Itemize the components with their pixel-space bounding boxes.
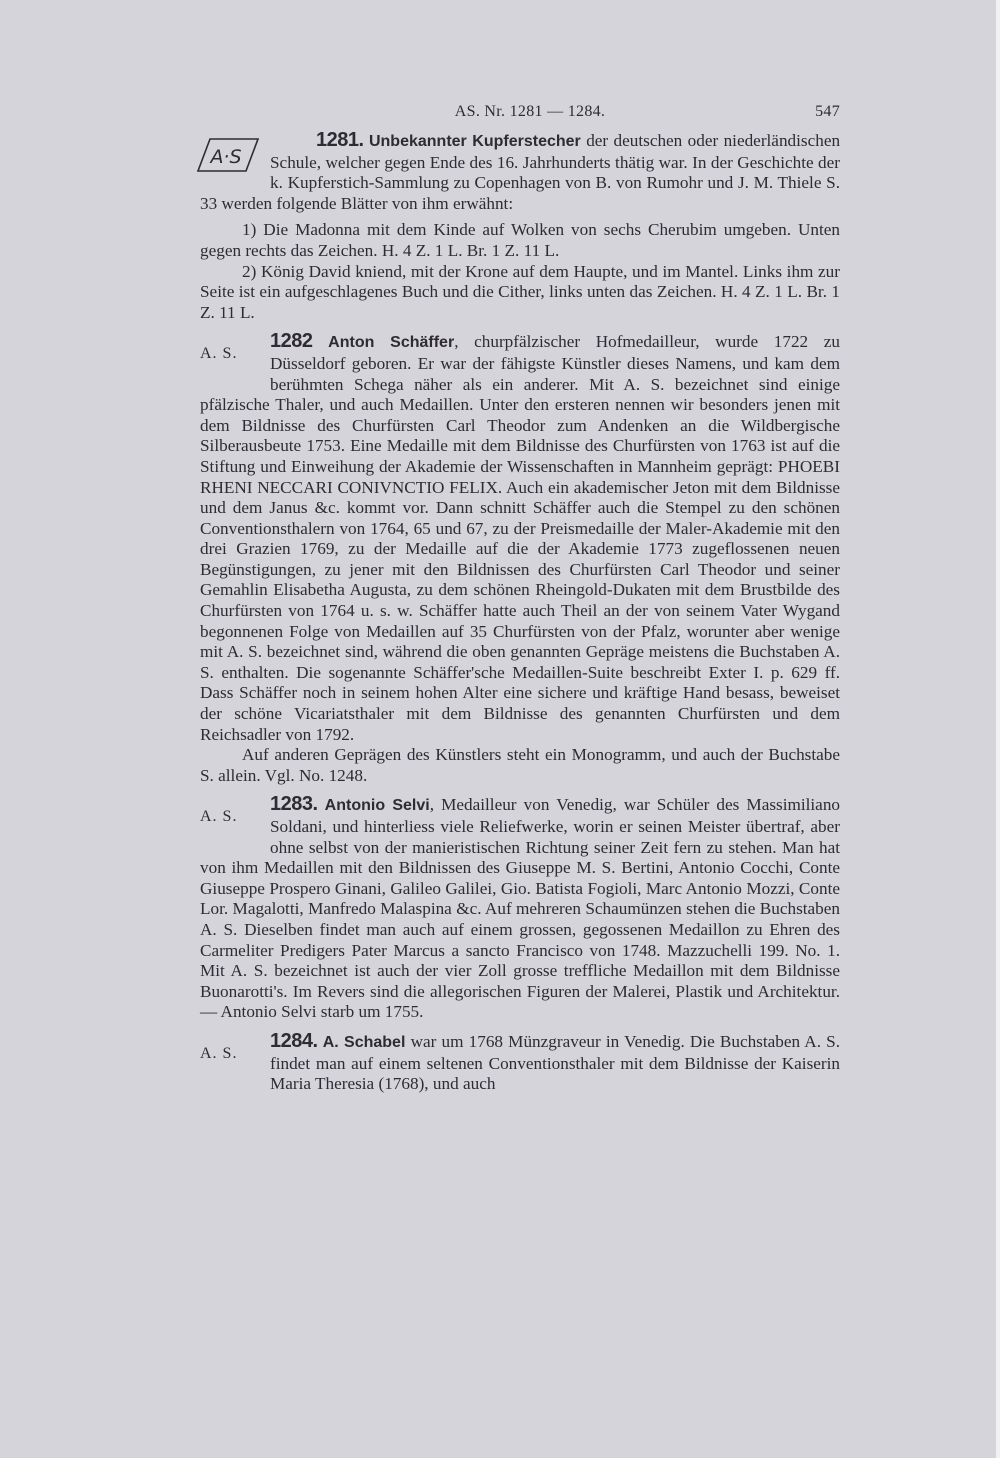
entry-name: Anton Schäffer	[328, 334, 455, 352]
page-number: 547	[815, 103, 840, 120]
entry-lead	[200, 130, 840, 214]
letter-mark: A. S.	[200, 345, 238, 363]
letter-mark: A. S.	[200, 808, 238, 826]
entry-number: 1283.	[270, 793, 318, 816]
entry-text: der deutschen oder niederländischen Schule, welcher gegen Ende des 16. Jahrhunderts thätig war. In der Geschichte der k. Kupferstich-Sammlung zu Copenhagen von B. von Rumohr und J. M. Thiele S. 33 werden folgende Blätter von ihm erwähnt:	[200, 131, 841, 213]
monogram-text: A·S	[210, 146, 242, 168]
entry-1283	[200, 794, 840, 1023]
entry-paragraph: Auf anderen Geprägen des Künstlers steht ein Monogramm, und auch der Buchstabe S. allein. Vgl. No. 1248.	[200, 745, 840, 785]
monogram-mark	[196, 131, 262, 175]
entry-1281	[200, 130, 840, 323]
entry-name: Unbekannter Kupferstecher	[368, 133, 581, 150]
entry-lead	[200, 794, 840, 1023]
entry-paragraph: 1) Die Madonna mit dem Kinde auf Wolken von sechs Cherubim umgeben. Unten gegen rechts das Zeichen. H. 4 Z. 1 L. Br. 1 Z. 11 L.	[200, 220, 840, 260]
entry-number: 1284.	[270, 1029, 318, 1052]
page-header	[200, 100, 840, 122]
entry-text: , churpfälzischer Hofmedailleur, wurde 1722 zu Düsseldorf geboren. Er war der fähigste Künstler dieses Namens, und kam dem berühmten Schega näher als ein anderer. Mit A. S. bezeichnet sind einige pfälzische Thaler, und auch Medaillen. Unter den ersteren nennen wir besonders jenen mit dem Bildnisse des Churfürsten Carl Theodor zum Andenken an die Wildbergische Silberausbeute 1753. Eine Medaille mit dem Bildnisse des Churfürsten von 1763 ist auf die Stiftung und Einweihung der Akademie der Wissenschaften in Mannheim geprägt: PHOEBI RHENI NECCARI CONIVNCTIO FELIX. Auch ein akademischer Jeton mit dem Bildnisse und dem Janus &c. kommt vor. Dann schnitt Schäffer auch die Stempel zu den schönen Conventionsthalern von 1764, 65 und 67, zu der Preismedaille der Maler-Akademie mit den drei Grazien 1769, zu der Medaille auf die der Akademie 1773 zugeflossenen neuen Begünstigungen, zu jener mit den Bildnissen des Churfürsten Carl Theodor und seiner Gemahlin Elisabetha Augusta, zu dem schönen Rheingold-Dukaten mit dem Brustbilde des Churfürsten von 1764 u. s. w. Schäffer hatte auch Theil an der von seinem Vater Wygand begonnenen Folge von Medaillen auf 35 Churfürsten von der Pfalz, worunter aber wenige mit A. S. bezeichnet sind, während die oben genannten Gepräge meistens die Buchstaben A. S. enthalten. Die sogenannte Schäffer'sche Medaillen-Suite beschreibt Exter I. p. 629 ff. Dass Schäffer noch in seinem hohen Alter eine sichere und kräftige Hand besass, beweiset der schöne Vicariatsthaler mit dem Bildnisse des genannten Churfürsten und dem Reichsadler von 1792.	[200, 332, 841, 744]
page-edge	[996, 0, 1000, 1458]
entry-lead	[200, 331, 840, 745]
entry-name: Antonio Selvi	[324, 797, 430, 815]
entry-1284	[200, 1031, 840, 1095]
entry-name: A. Schabel	[322, 1033, 406, 1051]
entry-number: 1281.	[316, 129, 364, 151]
entry-text: , Medailleur von Venedig, war Schüler des Massimiliano Soldani, und hinterliess viele Reliefwerke, worin er seinen Meister übertraf, aber ohne selbst von der manieristischen Richtung seiner Zeit fern zu stehen. Man hat von ihm Medaillen mit den Bildnissen des Giuseppe M. S. Bertini, Antonio Cocchi, Conte Giuseppe Prospero Ginani, Galileo Galilei, Gio. Batista Fogioli, Marc Antonio Mozzi, Conte Lor. Magalotti, Manfredo Malaspina &c. Auf mehreren Schaumünzen stehen die Buchstaben A. S. Dieselben findet man auch auf einem grossen, gegossenen Medaillon zu Ehren des Carmeliter Predigers Pater Marcus a sancto Francisco von 1748. Mazzuchelli 199. No. 1. Mit A. S. bezeichnet ist auch der vier Zoll grosse treffliche Medaillon mit dem Bildnisse Buonarotti's. Im Revers sind die allegorischen Figuren der Malerei, Plastik und Architektur. — Antonio Selvi starb um 1755.	[200, 795, 841, 1022]
running-title: AS. Nr. 1281 — 1284.	[454, 103, 606, 120]
text-block	[200, 100, 840, 1095]
entry-lead	[200, 1031, 840, 1095]
letter-mark: A. S.	[200, 1044, 238, 1062]
entry-text: war um 1768 Münzgraveur in Venedig. Die Buchstaben A. S. findet man auf einem seltenen Conventionsthaler mit dem Bildnisse der Kaiserin Maria Theresia (1768), und auch	[270, 1031, 841, 1094]
entry-1282	[200, 331, 840, 786]
entry-number: 1282	[270, 330, 313, 353]
entry-paragraph: 2) König David kniend, mit der Krone auf dem Haupte, und im Mantel. Links ihm zur Seite ist ein aufgeschlagenes Buch und die Cither, links unten das Zeichen. H. 4 Z. 1 L. Br. 1 Z. 11 L.	[200, 261, 840, 322]
